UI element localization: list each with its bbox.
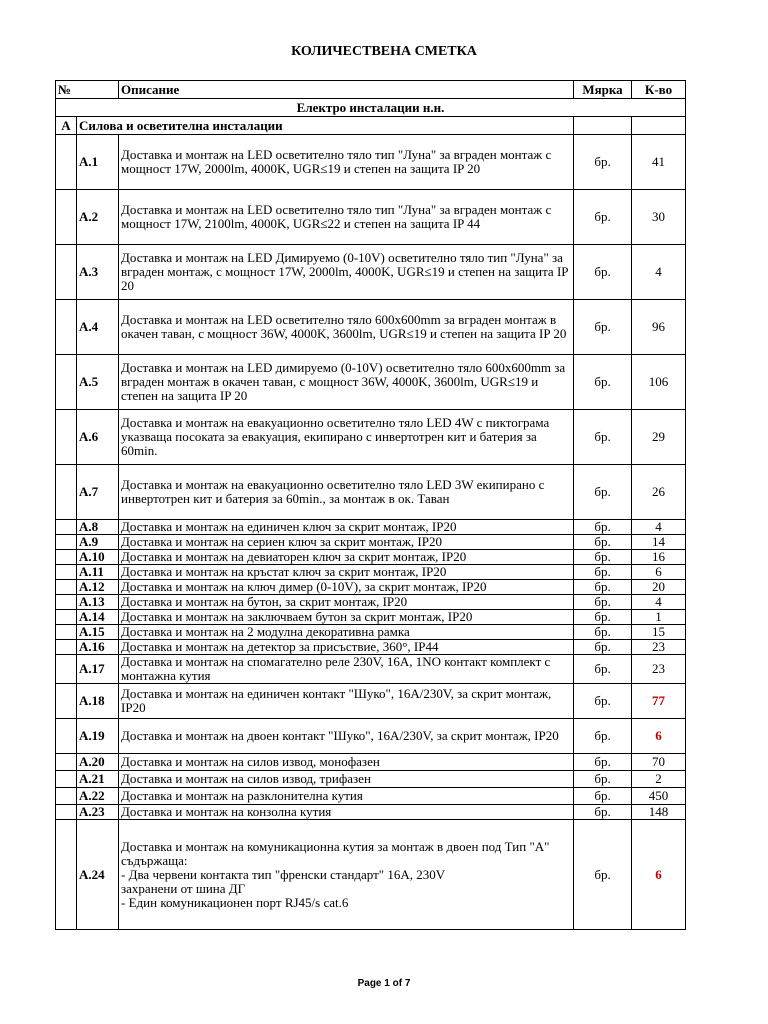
row-code: A.11 [77, 565, 119, 580]
table-row [56, 410, 686, 465]
row-description: Доставка и монтаж на спомагателно реле 230V, 16A, 1NO контакт комплект с монтажна кутия [119, 655, 574, 684]
row-unit: бр. [574, 655, 632, 684]
subsection-qty-empty [632, 117, 686, 135]
row-description: Доставка и монтаж на LED осветително тяло 600x600mm за вграден монтаж в окачен таван, с мощност 36W, 4000K, 3600lm, UGR≤19 и степен на защита IP 20 [119, 300, 574, 355]
row-spacer-cell [56, 788, 77, 805]
header-unit: Мярка [574, 81, 632, 99]
row-unit: бр. [574, 788, 632, 805]
row-quantity: 26 [632, 465, 686, 520]
row-code: A.10 [77, 550, 119, 565]
row-spacer-cell [56, 754, 77, 771]
row-code: A.4 [77, 300, 119, 355]
table-row [56, 535, 686, 550]
row-unit: бр. [574, 595, 632, 610]
row-quantity: 16 [632, 550, 686, 565]
row-code: A.2 [77, 190, 119, 245]
row-spacer-cell [56, 625, 77, 640]
row-spacer-cell [56, 580, 77, 595]
row-spacer-cell [56, 771, 77, 788]
row-spacer-cell [56, 805, 77, 820]
row-code: A.5 [77, 355, 119, 410]
row-quantity: 4 [632, 245, 686, 300]
header-number: № [56, 81, 119, 99]
row-spacer-cell [56, 719, 77, 754]
row-spacer-cell [56, 355, 77, 410]
row-description: Доставка и монтаж на LED осветително тяло тип "Луна" за вграден монтаж с мощност 17W, 2100lm, 4000K, UGR≤22 и степен на защита IP 44 [119, 190, 574, 245]
row-unit: бр. [574, 135, 632, 190]
row-spacer-cell [56, 820, 77, 930]
table-row [56, 788, 686, 805]
row-unit: бр. [574, 754, 632, 771]
header-description: Описание [119, 81, 574, 99]
row-code: A.7 [77, 465, 119, 520]
table-row [56, 245, 686, 300]
table-row [56, 610, 686, 625]
row-code: A.18 [77, 684, 119, 719]
header-quantity: К-во [632, 81, 686, 99]
row-quantity: 450 [632, 788, 686, 805]
row-description: Доставка и монтаж на силов извод, трифазен [119, 771, 574, 788]
table-row [56, 565, 686, 580]
table-row [56, 771, 686, 788]
row-quantity: 4 [632, 520, 686, 535]
row-spacer-cell [56, 245, 77, 300]
table-row [56, 355, 686, 410]
table-row [56, 625, 686, 640]
row-quantity: 23 [632, 640, 686, 655]
subsection-code: A [56, 117, 77, 135]
table-row [56, 805, 686, 820]
row-quantity: 41 [632, 135, 686, 190]
row-unit: бр. [574, 771, 632, 788]
row-spacer-cell [56, 410, 77, 465]
row-code: A.12 [77, 580, 119, 595]
row-code: A.24 [77, 820, 119, 930]
row-unit: бр. [574, 550, 632, 565]
subsection-title: Силова и осветителна инсталации [77, 117, 574, 135]
row-quantity: 23 [632, 655, 686, 684]
row-description: Доставка и монтаж на комуникационна кутия за монтаж в двоен под Тип "А" съдържаща: - Два червени контакта тип "френски стандарт" 16A, 230V захранени от шина ДГ - Един комуникационен порт RJ45/s cat.6 [119, 820, 574, 930]
row-description: Доставка и монтаж на евакуационно осветително тяло LED 4W с пиктограма указваща посоката за евакуация, екипирано с инвертотрен кит и батерия за 60min. [119, 410, 574, 465]
row-spacer-cell [56, 520, 77, 535]
row-description: Доставка и монтаж на 2 модулна декоративна рамка [119, 625, 574, 640]
row-description: Доставка и монтаж на заключваем бутон за скрит монтаж, IP20 [119, 610, 574, 625]
row-spacer-cell [56, 550, 77, 565]
row-description: Доставка и монтаж на детектор за присъствие, 360°, IP44 [119, 640, 574, 655]
table-row [56, 300, 686, 355]
table-row [56, 595, 686, 610]
row-code: A.19 [77, 719, 119, 754]
row-spacer-cell [56, 190, 77, 245]
row-description: Доставка и монтаж на ключ димер (0-10V), за скрит монтаж, IP20 [119, 580, 574, 595]
table-row [56, 190, 686, 245]
row-unit: бр. [574, 535, 632, 550]
row-description: Доставка и монтаж на евакуационно осветително тяло LED 3W екипирано с инвертотрен кит и батерия за 60min., за монтаж в ок. Таван [119, 465, 574, 520]
table-row [56, 580, 686, 595]
section-row [56, 99, 686, 117]
row-quantity: 96 [632, 300, 686, 355]
row-unit: бр. [574, 625, 632, 640]
row-code: A.15 [77, 625, 119, 640]
row-unit: бр. [574, 520, 632, 535]
row-unit: бр. [574, 610, 632, 625]
row-quantity: 4 [632, 595, 686, 610]
row-spacer-cell [56, 300, 77, 355]
row-spacer-cell [56, 595, 77, 610]
table-row [56, 465, 686, 520]
row-spacer-cell [56, 640, 77, 655]
row-description: Доставка и монтаж на бутон, за скрит монтаж, IP20 [119, 595, 574, 610]
table-header-row [56, 81, 686, 99]
page-footer: Page 1 of 7 [357, 978, 411, 989]
row-description: Доставка и монтаж на разклонителна кутия [119, 788, 574, 805]
table-row [56, 135, 686, 190]
table-row [56, 719, 686, 754]
row-quantity: 14 [632, 535, 686, 550]
row-unit: бр. [574, 355, 632, 410]
row-code: A.20 [77, 754, 119, 771]
table-row [56, 640, 686, 655]
table-row [56, 684, 686, 719]
row-code: A.6 [77, 410, 119, 465]
row-quantity: 6 [632, 719, 686, 754]
row-code: A.21 [77, 771, 119, 788]
row-description: Доставка и монтаж на двоен контакт "Шуко", 16A/230V, за скрит монтаж, IP20 [119, 719, 574, 754]
row-quantity: 148 [632, 805, 686, 820]
row-code: A.14 [77, 610, 119, 625]
row-code: A.3 [77, 245, 119, 300]
row-code: A.9 [77, 535, 119, 550]
row-description: Доставка и монтаж на конзолна кутия [119, 805, 574, 820]
row-spacer-cell [56, 565, 77, 580]
row-quantity: 2 [632, 771, 686, 788]
row-spacer-cell [56, 684, 77, 719]
row-description: Доставка и монтаж на сериен ключ за скрит монтаж, IP20 [119, 535, 574, 550]
section-title: Електро инсталации н.н. [56, 99, 686, 117]
row-quantity: 70 [632, 754, 686, 771]
subsection-row [56, 117, 686, 135]
table-row [56, 754, 686, 771]
row-spacer-cell [56, 610, 77, 625]
row-description: Доставка и монтаж на силов извод, монофазен [119, 754, 574, 771]
row-description: Доставка и монтаж на LED димируемо (0-10V) осветително тяло 600x600mm за вграден монтаж в окачен таван, с мощност 36W, 4000K, 3600lm, UGR≤19 и степен на защита IP 20 [119, 355, 574, 410]
row-quantity: 15 [632, 625, 686, 640]
row-quantity: 106 [632, 355, 686, 410]
row-spacer-cell [56, 655, 77, 684]
row-unit: бр. [574, 580, 632, 595]
subsection-unit-empty [574, 117, 632, 135]
table-row [56, 655, 686, 684]
row-description: Доставка и монтаж на LED Димируемо (0-10V) осветително тяло тип "Луна" за вграден монтаж, с мощност 17W, 2000lm, 4000K, UGR≤19 и степен на защита IP 20 [119, 245, 574, 300]
row-unit: бр. [574, 565, 632, 580]
row-unit: бр. [574, 300, 632, 355]
row-description: Доставка и монтаж на LED осветително тяло тип "Луна" за вграден монтаж с мощност 17W, 2000lm, 4000K, UGR≤19 и степен на защита IP 20 [119, 135, 574, 190]
row-unit: бр. [574, 805, 632, 820]
table-row [56, 820, 686, 930]
row-unit: бр. [574, 820, 632, 930]
row-unit: бр. [574, 410, 632, 465]
row-description: Доставка и монтаж на единичен контакт "Шуко", 16A/230V, за скрит монтаж, IP20 [119, 684, 574, 719]
row-unit: бр. [574, 719, 632, 754]
row-quantity: 6 [632, 565, 686, 580]
row-unit: бр. [574, 465, 632, 520]
row-unit: бр. [574, 684, 632, 719]
row-quantity: 20 [632, 580, 686, 595]
row-code: A.1 [77, 135, 119, 190]
table-row [56, 520, 686, 535]
row-code: A.16 [77, 640, 119, 655]
row-unit: бр. [574, 640, 632, 655]
row-code: A.17 [77, 655, 119, 684]
row-spacer-cell [56, 135, 77, 190]
row-description: Доставка и монтаж на единичен ключ за скрит монтаж, IP20 [119, 520, 574, 535]
row-spacer-cell [56, 535, 77, 550]
row-code: A.8 [77, 520, 119, 535]
row-quantity: 6 [632, 820, 686, 930]
quantity-table [55, 80, 686, 930]
row-spacer-cell [56, 465, 77, 520]
row-code: A.23 [77, 805, 119, 820]
row-unit: бр. [574, 190, 632, 245]
row-code: A.13 [77, 595, 119, 610]
row-quantity: 30 [632, 190, 686, 245]
row-quantity: 1 [632, 610, 686, 625]
table-row [56, 550, 686, 565]
document-title: КОЛИЧЕСТВЕНА СМЕТКА [291, 44, 477, 59]
row-unit: бр. [574, 245, 632, 300]
row-code: A.22 [77, 788, 119, 805]
row-quantity: 77 [632, 684, 686, 719]
row-description: Доставка и монтаж на девиаторен ключ за скрит монтаж, IP20 [119, 550, 574, 565]
row-quantity: 29 [632, 410, 686, 465]
row-description: Доставка и монтаж на кръстат ключ за скрит монтаж, IP20 [119, 565, 574, 580]
